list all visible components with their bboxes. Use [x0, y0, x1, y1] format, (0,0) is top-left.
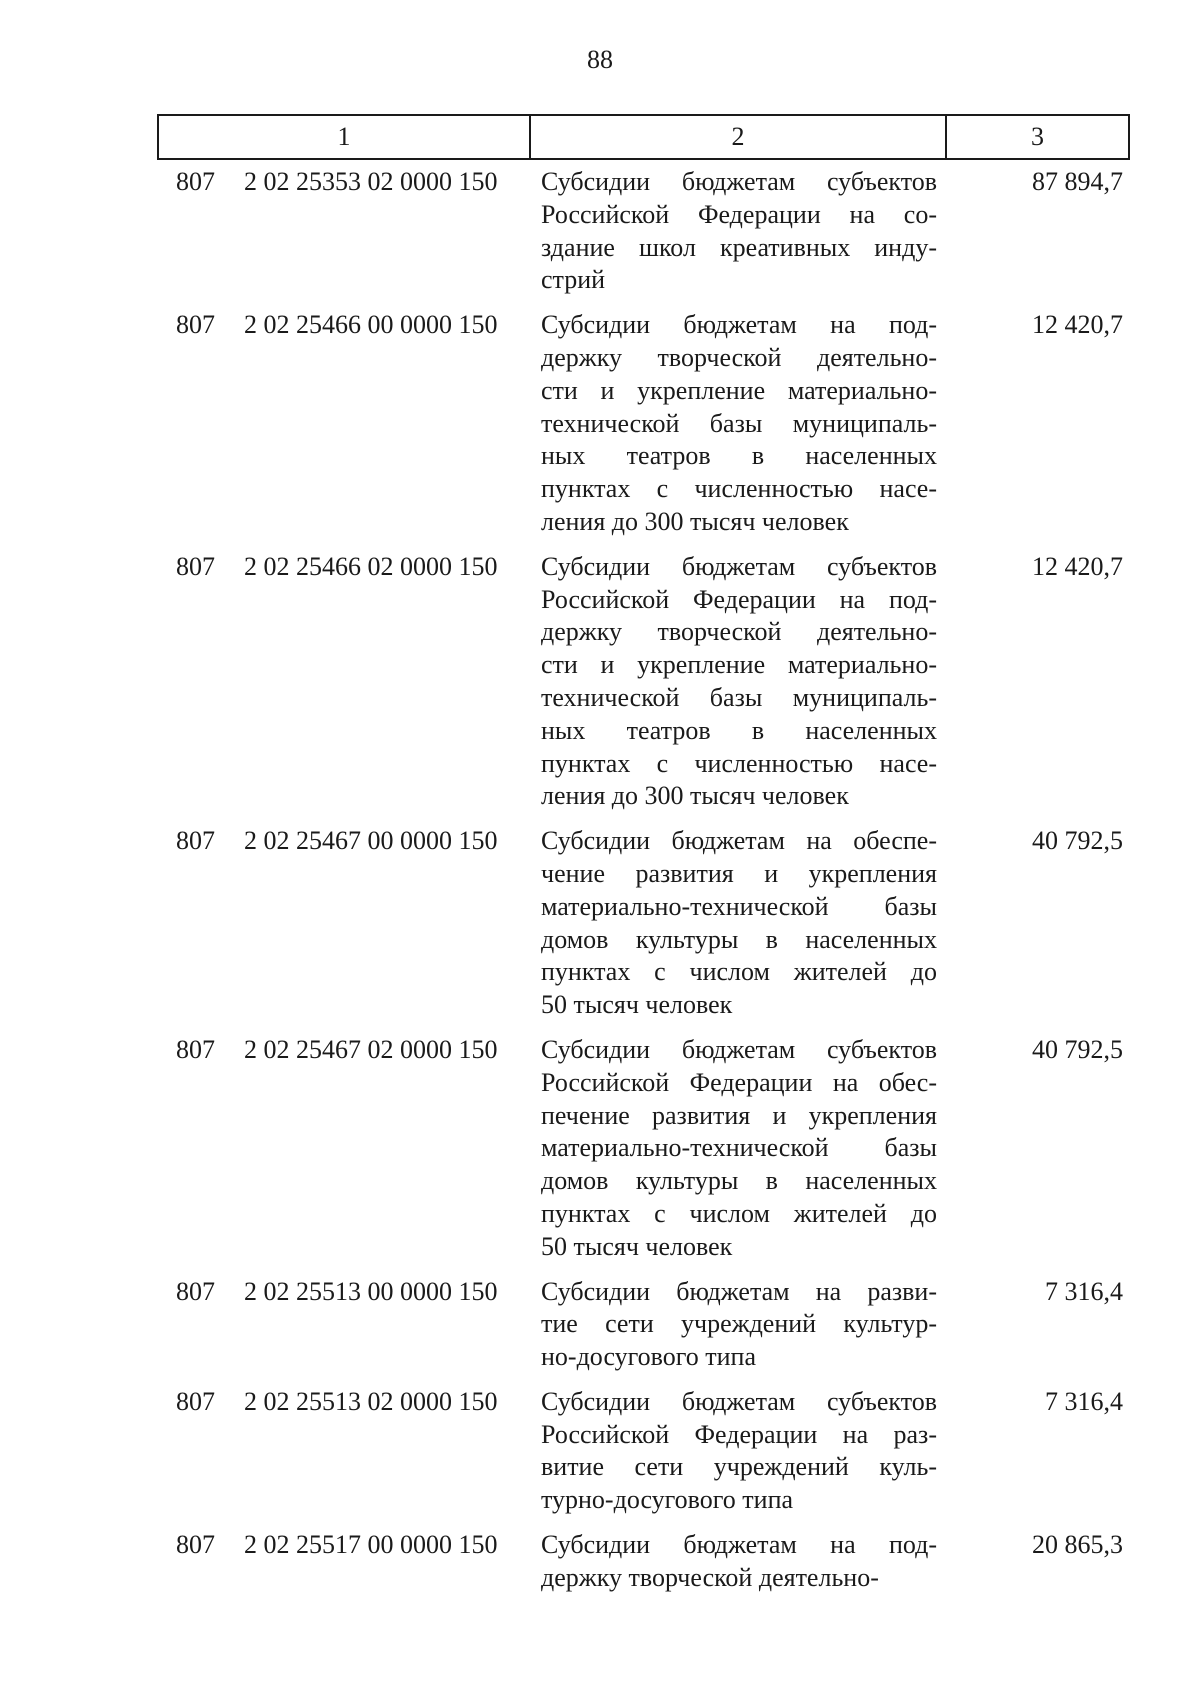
income-description [541, 309, 937, 539]
admin-code: 807 [176, 1034, 215, 1064]
description-line: пунктах с числом жителей до [541, 957, 937, 987]
description-line: сти и укрепление материально- [541, 375, 937, 405]
description-line: Российской Федерации на под- [541, 584, 937, 614]
description-line: 50 тысяч человек [541, 990, 733, 1020]
table-body [0, 166, 1200, 1607]
description-line: пунктах с численностью насе- [541, 748, 937, 778]
description-line: Субсидии бюджетам субъектов [541, 167, 937, 196]
income-description [541, 551, 937, 813]
amount: 40 792,5 [1032, 1034, 1123, 1064]
income-description [541, 1386, 937, 1517]
income-description [541, 825, 937, 1022]
table-row [0, 1386, 1200, 1517]
description-line: Субсидии бюджетам на разви- [541, 1276, 937, 1306]
description-line: Субсидии бюджетам субъектов [541, 1386, 937, 1416]
amount: 7 316,4 [1045, 1386, 1123, 1416]
table-row [0, 1034, 1200, 1264]
description-line: пунктах с численностью насе- [541, 474, 937, 504]
budget-code: 2 02 25467 02 0000 150 [244, 1034, 498, 1064]
description-line: Субсидии бюджетам на обеспе- [541, 826, 937, 856]
description-line: ления до 300 тысяч человек [541, 781, 849, 811]
table-row [0, 309, 1200, 539]
amount: 87 894,7 [1032, 167, 1123, 196]
description-line: ления до 300 тысяч человек [541, 506, 849, 536]
description-line: держку творческой деятельно- [541, 1562, 879, 1592]
description-line: турно-досугового типа [541, 1485, 794, 1515]
description-line: 50 тысяч человек [541, 1231, 733, 1261]
description-line: чение развития и укрепления [541, 858, 937, 888]
description-line: Российской Федерации на обес- [541, 1067, 937, 1097]
description-line: материально-технической базы [541, 891, 937, 921]
description-line: витие сети учреждений куль- [541, 1452, 937, 1482]
income-description [541, 1034, 937, 1264]
description-line: сти и укрепление материально- [541, 650, 937, 680]
description-line: стрий [541, 265, 606, 295]
description-line: Российской Федерации на раз- [541, 1419, 937, 1449]
description-line: Субсидии бюджетам на под- [541, 1530, 937, 1560]
description-line: технической базы муниципаль- [541, 682, 937, 712]
page-number: 88 [587, 45, 613, 74]
description-line: печение развития и укрепления [541, 1100, 937, 1130]
admin-code: 807 [176, 1386, 215, 1416]
description-line: тие сети учреждений культур- [541, 1309, 937, 1339]
description-line: здание школ креативных инду- [541, 232, 937, 262]
amount: 12 420,7 [1032, 551, 1123, 581]
table-row [0, 166, 1200, 297]
budget-code: 2 02 25513 00 0000 150 [244, 1276, 498, 1306]
description-line: держку творческой деятельно- [541, 342, 937, 372]
header-col-2: 2 [531, 116, 947, 158]
admin-code: 807 [176, 826, 215, 856]
description-line: пунктах с числом жителей до [541, 1198, 937, 1228]
amount: 40 792,5 [1032, 826, 1123, 856]
table-header [157, 114, 1130, 160]
table-row [0, 1529, 1200, 1595]
header-col-3: 3 [1031, 122, 1044, 151]
description-line: ных театров в населенных [541, 715, 937, 745]
description-line: держку творческой деятельно- [541, 617, 937, 647]
description-line: Субсидии бюджетам на под- [541, 310, 937, 340]
admin-code: 807 [176, 310, 215, 340]
amount: 7 316,4 [1045, 1276, 1123, 1306]
admin-code: 807 [176, 1276, 215, 1306]
description-line: но-досугового типа [541, 1342, 757, 1372]
budget-code: 2 02 25466 02 0000 150 [244, 551, 498, 581]
budget-code: 2 02 25513 02 0000 150 [244, 1386, 498, 1416]
admin-code: 807 [176, 1530, 215, 1560]
description-line: Субсидии бюджетам субъектов [541, 551, 937, 581]
table-row [0, 825, 1200, 1022]
table-row [0, 551, 1200, 813]
budget-code: 2 02 25517 00 0000 150 [244, 1530, 498, 1560]
admin-code: 807 [176, 551, 215, 581]
income-description [541, 1276, 937, 1374]
budget-code: 2 02 25466 00 0000 150 [244, 310, 498, 340]
admin-code: 807 [176, 167, 215, 196]
income-description [541, 1529, 937, 1595]
description-line: домов культуры в населенных [541, 924, 937, 954]
description-line: технической базы муниципаль- [541, 408, 937, 438]
amount: 12 420,7 [1032, 310, 1123, 340]
description-line: Субсидии бюджетам субъектов [541, 1034, 937, 1064]
budget-code: 2 02 25467 00 0000 150 [244, 826, 498, 856]
income-description [541, 166, 937, 297]
description-line: Российской Федерации на со- [541, 199, 937, 229]
description-line: ных театров в населенных [541, 441, 937, 471]
description-line: домов культуры в населенных [541, 1166, 937, 1196]
table-row [0, 1276, 1200, 1374]
description-line: материально-технической базы [541, 1133, 937, 1163]
budget-code: 2 02 25353 02 0000 150 [244, 167, 498, 196]
header-col-1: 1 [159, 116, 531, 158]
amount: 20 865,3 [1032, 1530, 1123, 1560]
